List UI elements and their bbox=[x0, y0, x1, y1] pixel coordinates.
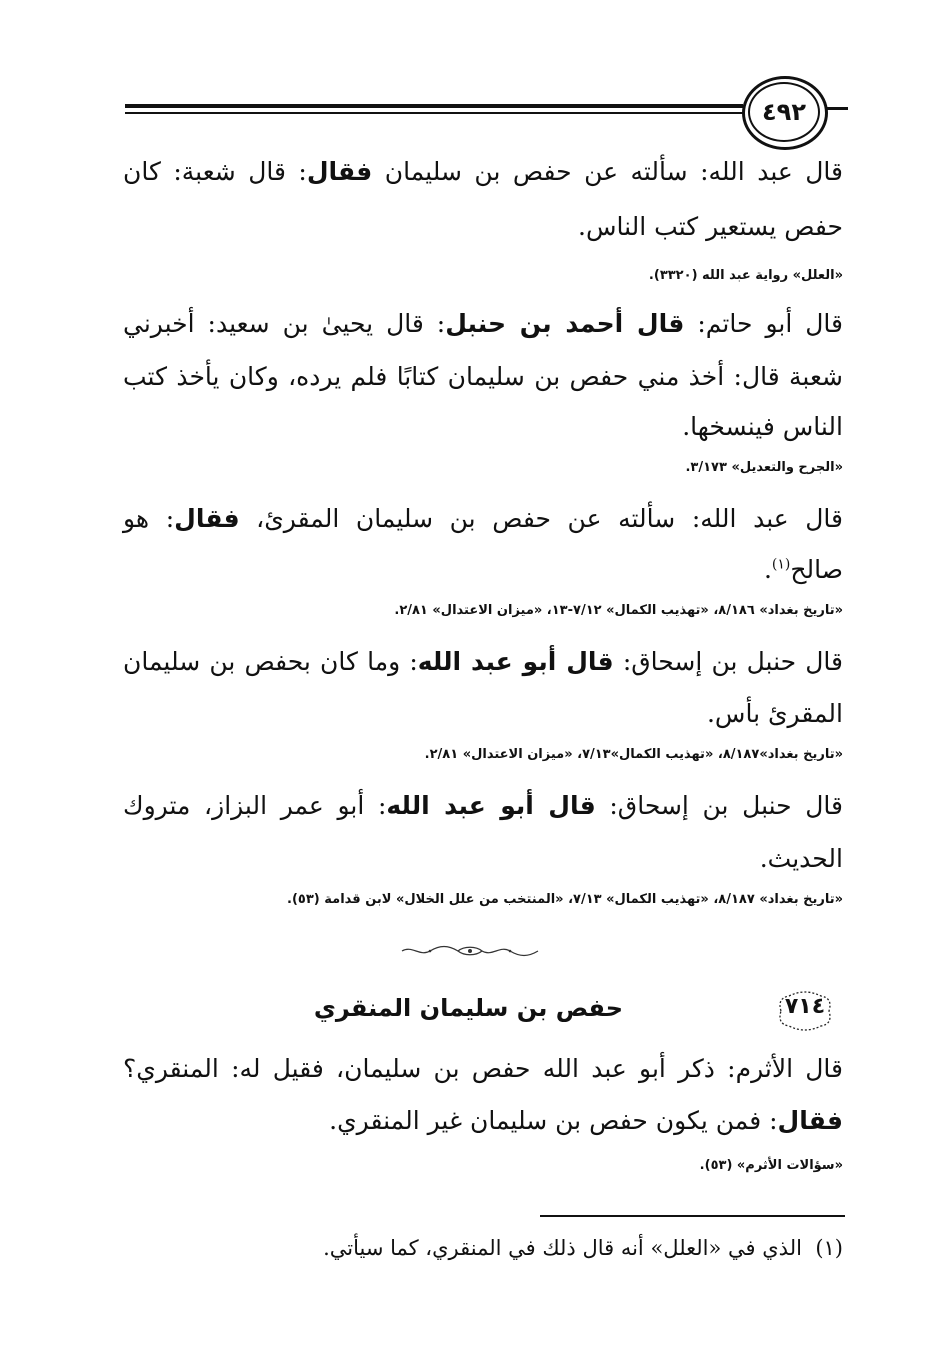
entry-title: حفص بن سليمان المنقري bbox=[313, 994, 623, 1022]
block-3-line-2: صالح$^{(١)}$. bbox=[763, 555, 843, 584]
block-2-line-1: قال أبو حاتم: قال أحمد بن حنبل: قال يحيىٰ بن سعيد: أخبرني bbox=[123, 309, 843, 338]
block-1-line-1: قال عبد الله: سألته عن حفص بن سليمان فقال: قال شعبة: كان bbox=[123, 157, 843, 186]
block-5-reference: «تاريخ بغداد» ٨/١٨٧، «تهذيب الكمال» ٧/١٣، «المنتخب من علل الخلال» لابن قدامة (٥٣). bbox=[287, 892, 843, 907]
block-1-line-2: حفص يستعير كتب الناس. bbox=[578, 212, 843, 241]
block-2-line-2: شعبة قال: أخذ مني حفص بن سليمان كتابًا فلم يرده، وكان يأخذ كتب bbox=[123, 362, 843, 391]
block-5-line-1: قال حنبل بن إسحاق: قال أبو عبد الله: أبو عمر البزاز، متروك bbox=[123, 791, 843, 820]
footnote-rule bbox=[540, 1215, 845, 1217]
entry-line-2: فقال: فمن يكون حفص بن سليمان غير المنقري. bbox=[329, 1106, 843, 1135]
block-3-reference: «تاريخ بغداد» ٨/١٨٦، «تهذيب الكمال» ٧/١٢-١٣، «ميزان الاعتدال» ٢/٨١. bbox=[394, 603, 843, 618]
entry-number: ٧١٤ bbox=[784, 994, 826, 1019]
page-number-badge bbox=[742, 76, 828, 150]
footnote-marker: (١) bbox=[771, 556, 791, 573]
block-1-reference: «العلل» رواية عبد الله (٣٣٢٠). bbox=[648, 268, 843, 283]
block-5-line-2: الحديث. bbox=[759, 844, 843, 873]
page-number: ٤٩٢ bbox=[762, 98, 806, 126]
footnote-number: (١) bbox=[815, 1236, 843, 1260]
entry-number-badge bbox=[773, 988, 837, 1034]
footnote bbox=[323, 1236, 843, 1260]
header-rule-thick bbox=[125, 104, 743, 108]
entry-line-1: قال الأثرم: ذكر أبو عبد الله حفص بن سليمان، فقيل له: المنقري؟ bbox=[123, 1054, 843, 1083]
block-4-line-1: قال حنبل بن إسحاق: قال أبو عبد الله: وما كان بحفص بن سليمان bbox=[123, 647, 843, 676]
block-3-line-1: قال عبد الله: سألته عن حفص بن سليمان المقرئ، فقال: هو bbox=[123, 504, 843, 533]
header-rule-right bbox=[826, 107, 848, 110]
block-4-line-2: المقرئ بأس. bbox=[706, 699, 843, 728]
entry-reference: «سؤالات الأثرم» (٥٣). bbox=[699, 1158, 843, 1173]
header-rule-thin bbox=[125, 112, 743, 114]
footnote-text: الذي في «العلل» أنه قال ذلك في المنقري، كما سيأتي. bbox=[323, 1236, 802, 1260]
block-2-reference: «الجرح والتعديل» ٣/١٧٣. bbox=[685, 460, 843, 475]
ornament-divider bbox=[400, 944, 540, 958]
block-4-reference: «تاريخ بغداد»٨/١٨٧، «تهذيب الكمال»٧/١٣، «ميزان الاعتدال» ٢/٨١. bbox=[424, 747, 843, 762]
block-2-line-3: الناس فينسخها. bbox=[682, 412, 843, 441]
